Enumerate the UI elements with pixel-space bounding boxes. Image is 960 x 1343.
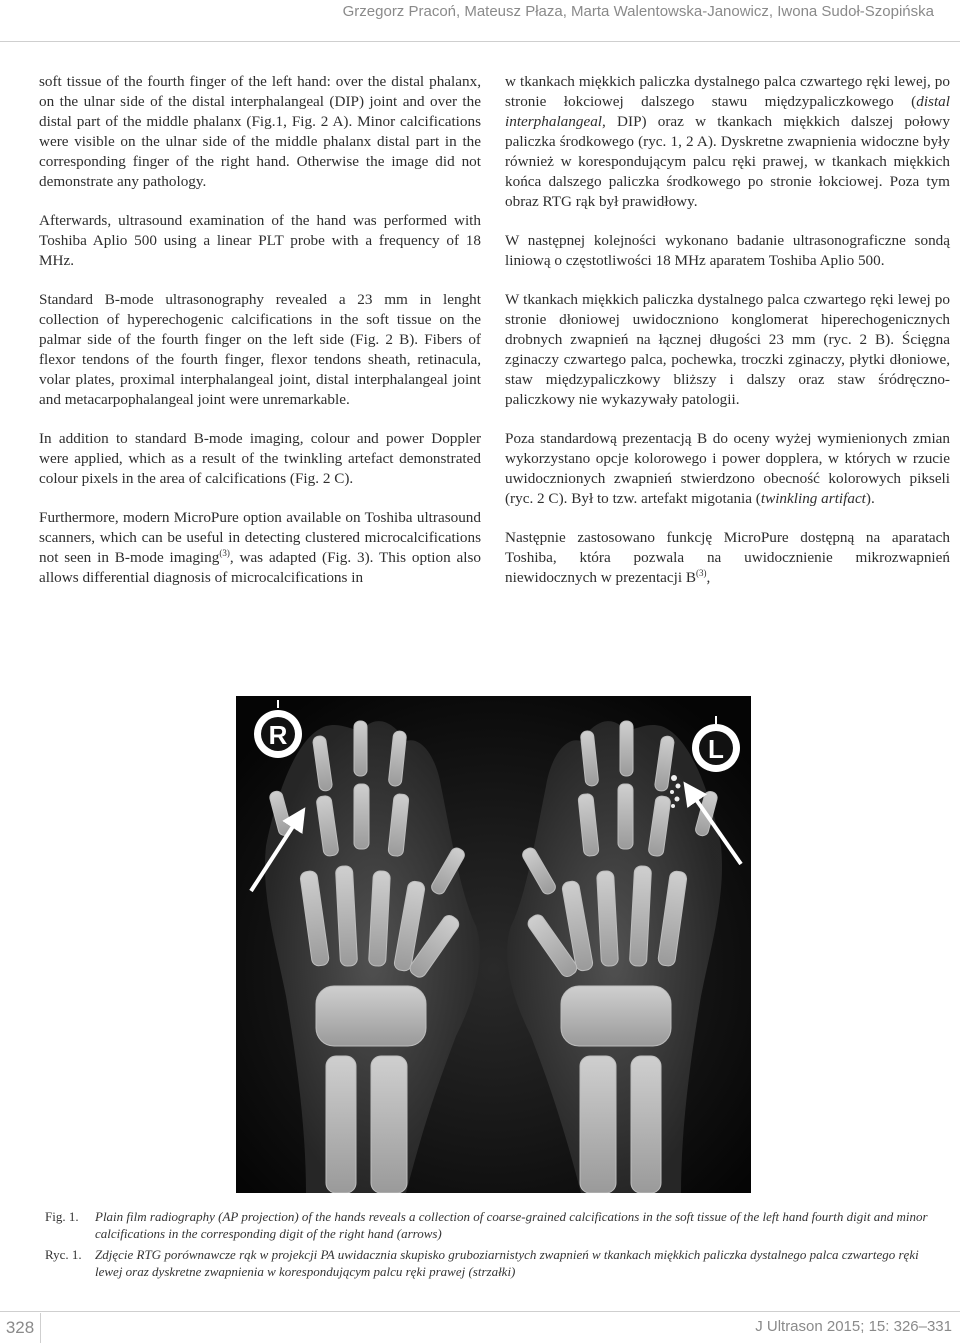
caption-text: Plain film radiography (AP projection) of the hands reveals a collection of coarse-grained calcifications in the soft tissue of the left hand fourth digit and minor calcifications in the corresponding digit of the right hand (arrows)	[95, 1209, 928, 1241]
caption-label: Ryc. 1.	[45, 1247, 82, 1262]
paragraph-text: , DIP) oraz w tkankach miękkich dalszej połowy paliczka środkowego (ryc. 1, 2 A). Dyskretne zwapnienia widoczne były również w korespondującym palcu ręki prawej, w tkankach miękkich końca dalszego paliczka środkowego po stronie łokciowej. Poza tym obraz RTG rąk był prawidłowy.	[505, 113, 950, 210]
paragraph	[505, 290, 950, 410]
reference-superscript: (3)	[219, 547, 230, 558]
footer-divider	[0, 1311, 960, 1312]
paragraph-text: ,	[706, 569, 711, 586]
right-hand-marker-letter: R	[268, 720, 288, 750]
running-head-authors: Grzegorz Pracoń, Mateusz Płaza, Marta Walentowska-Janowicz, Iwona Sudoł-Szopińska	[0, 0, 960, 42]
paragraph-text: In addition to standard B-mode imaging, colour and power Doppler were applied, which as a result of the twinkling artefact demonstrated colour pixels in the area of calcifications (Fig. 2 C).	[39, 430, 481, 487]
italic-term: distal interphalangeal	[505, 93, 950, 130]
paragraph	[505, 72, 950, 212]
paragraph-text: w tkankach miękkich paliczka dystalnego palca czwartego ręki lewej, po stronie łokciowej dalszego stawu międzypaliczkowego (	[505, 73, 950, 110]
paragraph-text: Poza standardową prezentacją B do oceny wyżej wymienionych zmian wykorzystano opcje kolorowego i power dopplera, w których w rzucie uwidocznionych zwapnień stwierdzono obecność kolorowych pikseli (ryc. 2 C). Był to tzw. artefakt migotania (	[505, 430, 950, 507]
paragraph-text: , was adapted (Fig. 3). This option also allows differential diagnosis of microcalcifications in	[39, 549, 481, 586]
caption-polish	[45, 1246, 945, 1280]
paragraph	[39, 429, 481, 489]
left-hand-marker-letter: L	[708, 734, 724, 764]
paragraph	[39, 72, 481, 192]
paragraph	[39, 508, 481, 588]
page-number: 328	[0, 1313, 41, 1343]
paragraph	[505, 429, 950, 509]
right-column-polish	[505, 72, 950, 607]
italic-term: twinkling artifact	[760, 490, 866, 507]
hands-radiograph-figure	[236, 696, 751, 1193]
reference-superscript: (3)	[696, 567, 707, 578]
paragraph-text: Afterwards, ultrasound examination of the hand was performed with Toshiba Aplio 500 using a linear PLT probe with a frequency of 18 MHz.	[39, 212, 481, 269]
caption-english	[45, 1208, 945, 1242]
paragraph-text: ).	[865, 490, 875, 507]
paragraph-text: Następnie zastosowano funkcję MicroPure dostępną na aparatach Toshiba, która pozwala na uwidocznienie mikrozwapnień niewidocznych w prezentacji B	[505, 529, 950, 586]
paragraph-text: soft tissue of the fourth finger of the left hand: over the distal phalanx, on the ulnar side of the distal interphalangeal (DIP) joint and over the distal part of the middle phalanx (Fig.1, Fig. 2 A). Minor calcifications were visible on the ulnar side of the middle phalanx distal part in the corresponding finger of the right hand. Otherwise the image did not demonstrate any pathology.	[39, 73, 481, 190]
paragraph-text: W tkankach miękkich paliczka dystalnego palca czwartego ręki lewej po stronie dłoniowej uwidoczniono konglomerat hiperechogenicznych drobnych zwapnień na łącznej długości 23 mm (ryc. 2 B). Ścięgna zginaczy czwartego palca, pochewka, troczki zginaczy, płytki dłoniowe, staw międzypaliczkowy bliższy i dalszy oraz staw śródręczno-paliczkowy nie wykazywały patologii.	[505, 291, 950, 408]
paragraph-text: W następnej kolejności wykonano badanie ultrasonograficzne sondą liniową o częstotliwości 18 MHz aparatem Toshiba Aplio 500.	[505, 232, 950, 269]
figure-caption	[45, 1208, 945, 1284]
paragraph	[505, 231, 950, 271]
paragraph-text: Furthermore, modern MicroPure option available on Toshiba ultrasound scanners, which can be useful in detecting clustered microcalcifications not seen in B-mode imaging	[39, 509, 481, 566]
paragraph	[39, 290, 481, 410]
radiograph-image	[236, 696, 751, 1193]
paragraph	[505, 528, 950, 588]
paragraph-text: Standard B-mode ultrasonography revealed a 23 mm in lenght collection of hyperechogenic calcifications in the soft tissue on the palmar side of the fourth finger on the left side (Fig. 2 B). Fibers of flexor tendons of the fourth finger, flexor tendons sheath, retinacula, volar plates, proximal interphalangeal joint, distal interphalangeal joint and metacarpophalangeal joint were unremarkable.	[39, 291, 481, 408]
left-column-english	[39, 72, 481, 607]
caption-text: Zdjęcie RTG porównawcze rąk w projekcji PA uwidacznia skupisko gruboziarnistych zwapnień w tkankach miękkich paliczka dystalnego palca czwartego ręki lewej oraz dyskretne zwapnienia w korespondującym palcu ręki prawej (strzałki)	[95, 1247, 919, 1279]
paragraph	[39, 211, 481, 271]
journal-citation: J Ultrason 2015; 15: 326–331	[755, 1318, 952, 1335]
caption-label: Fig. 1.	[45, 1209, 79, 1224]
